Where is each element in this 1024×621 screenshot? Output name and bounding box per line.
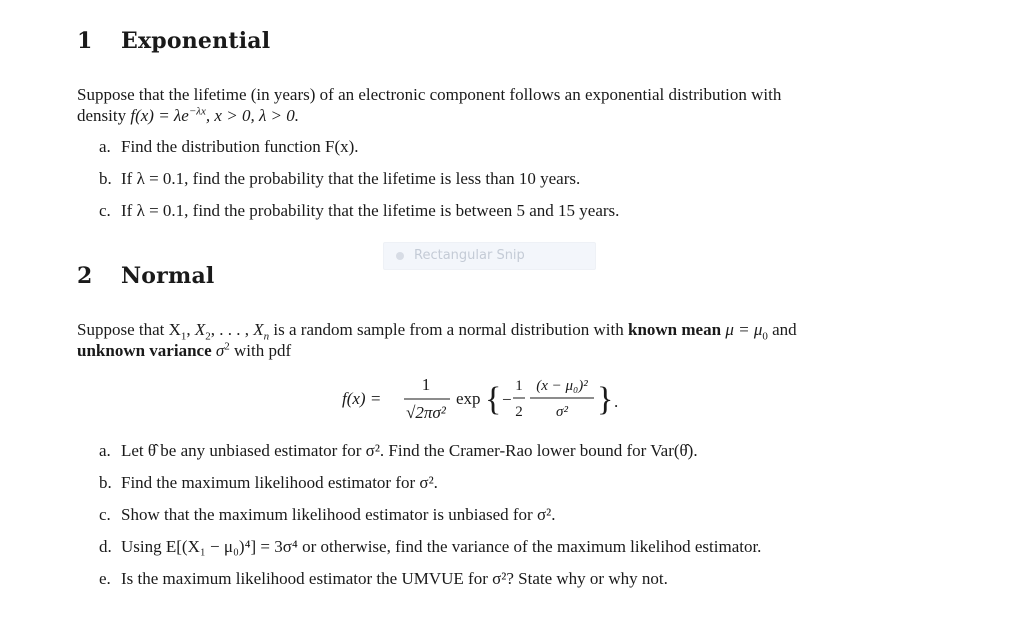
normal-pdf-formula <box>342 372 652 426</box>
item-text: Find the maximum likelihood estimator for σ². <box>121 473 438 492</box>
item-text: Let θ̂ be any unbiased estimator for σ². Find the Cramer-Rao lower bound for Var(θ̂). <box>121 441 698 460</box>
density-prefix: density <box>77 106 131 125</box>
snip-label: Rectangular Snip <box>414 248 525 263</box>
formula-numerator: 1 <box>421 375 431 394</box>
density-condition: , x > 0, λ > 0. <box>205 106 300 125</box>
item-label: b. <box>99 473 112 492</box>
section-2-intro-line2: unknown variance $\sigma^2$ with pdf <box>77 340 292 360</box>
snip-indicator-icon <box>396 252 404 260</box>
item-label: c. <box>99 505 111 524</box>
unknown-variance-label: unknown variance <box>77 341 212 360</box>
minus-sign: − <box>502 390 512 409</box>
density-exponent: −λx <box>188 105 206 118</box>
half-numerator: 1 <box>515 378 523 394</box>
section-2-item-e <box>99 569 668 589</box>
item-text: Is the maximum likelihood estimator the UMVUE for σ²? State why or why not. <box>121 569 668 588</box>
right-brace: } <box>597 381 614 418</box>
section-2-intro <box>77 319 917 361</box>
item-text: Find the distribution function F(x). <box>121 137 359 156</box>
left-brace: { <box>485 381 502 418</box>
sigma-symbol: σ <box>211 341 225 360</box>
section-2-item-a <box>99 441 698 461</box>
intro-text: is a random sample from a normal distribution with <box>269 320 628 339</box>
rectangular-snip-tooltip[interactable] <box>383 242 596 270</box>
inner-numerator: (x − μ₀)² <box>536 378 588 394</box>
formula-exp: exp <box>456 389 481 408</box>
intro-text: with pdf <box>229 341 292 360</box>
item-label: b. <box>99 169 112 188</box>
density-expression: f(x) = λe <box>130 106 189 125</box>
item-label: a. <box>99 441 111 460</box>
formula-denominator: √2πσ² <box>406 403 446 422</box>
section-1-intro <box>77 84 917 126</box>
section-2-item-b <box>99 473 438 493</box>
item-label: d. <box>99 537 112 556</box>
item-label: c. <box>99 201 111 220</box>
mu-expression: μ = μ <box>721 320 763 339</box>
item-text: Show that the maximum likelihood estimator is unbiased for σ². <box>121 505 556 524</box>
section-1-heading <box>77 28 270 54</box>
section-1-item-c <box>99 201 619 221</box>
formula-lhs: f(x) = <box>342 389 382 408</box>
section-1-item-a <box>99 137 359 157</box>
inner-denominator: σ² <box>556 404 568 420</box>
section-2-item-c <box>99 505 555 525</box>
item-label: e. <box>99 569 111 588</box>
section-1-item-b <box>99 169 580 189</box>
section-2-intro-line1: Suppose that $X_1$, $X_2$, . . . , $X_n$ is a random sample from a normal distribution with known mean $\mu = \mu_0$ and <box>77 320 797 343</box>
section-2-item-d <box>99 537 761 557</box>
section-1-title: Exponential <box>121 28 271 54</box>
intro-text: and <box>767 320 797 339</box>
section-1-intro-line1: Suppose that the lifetime (in years) of an electronic component follows an exponential distribution with <box>77 85 782 104</box>
item-text: If λ = 0.1, find the probability that the lifetime is between 5 and 15 years. <box>121 201 620 220</box>
formula-svg <box>342 372 652 426</box>
known-mean-label: known mean <box>628 320 722 339</box>
section-1-intro-line2 <box>77 105 917 126</box>
intro-text: Suppose that X <box>77 320 181 339</box>
section-2-heading <box>77 263 214 289</box>
item-text: Using E[(X₁ − μ₀)⁴] = 3σ⁴ or otherwise, find the variance of the maximum likelihod estimator. <box>121 537 762 556</box>
formula-period: . <box>614 392 619 411</box>
item-text: If λ = 0.1, find the probability that the lifetime is less than 10 years. <box>121 169 581 188</box>
section-2-title: Normal <box>121 263 215 289</box>
item-label: a. <box>99 137 111 156</box>
half-denominator: 2 <box>515 404 523 420</box>
section-1-number: 1 <box>77 28 93 54</box>
section-2-number: 2 <box>77 263 93 289</box>
